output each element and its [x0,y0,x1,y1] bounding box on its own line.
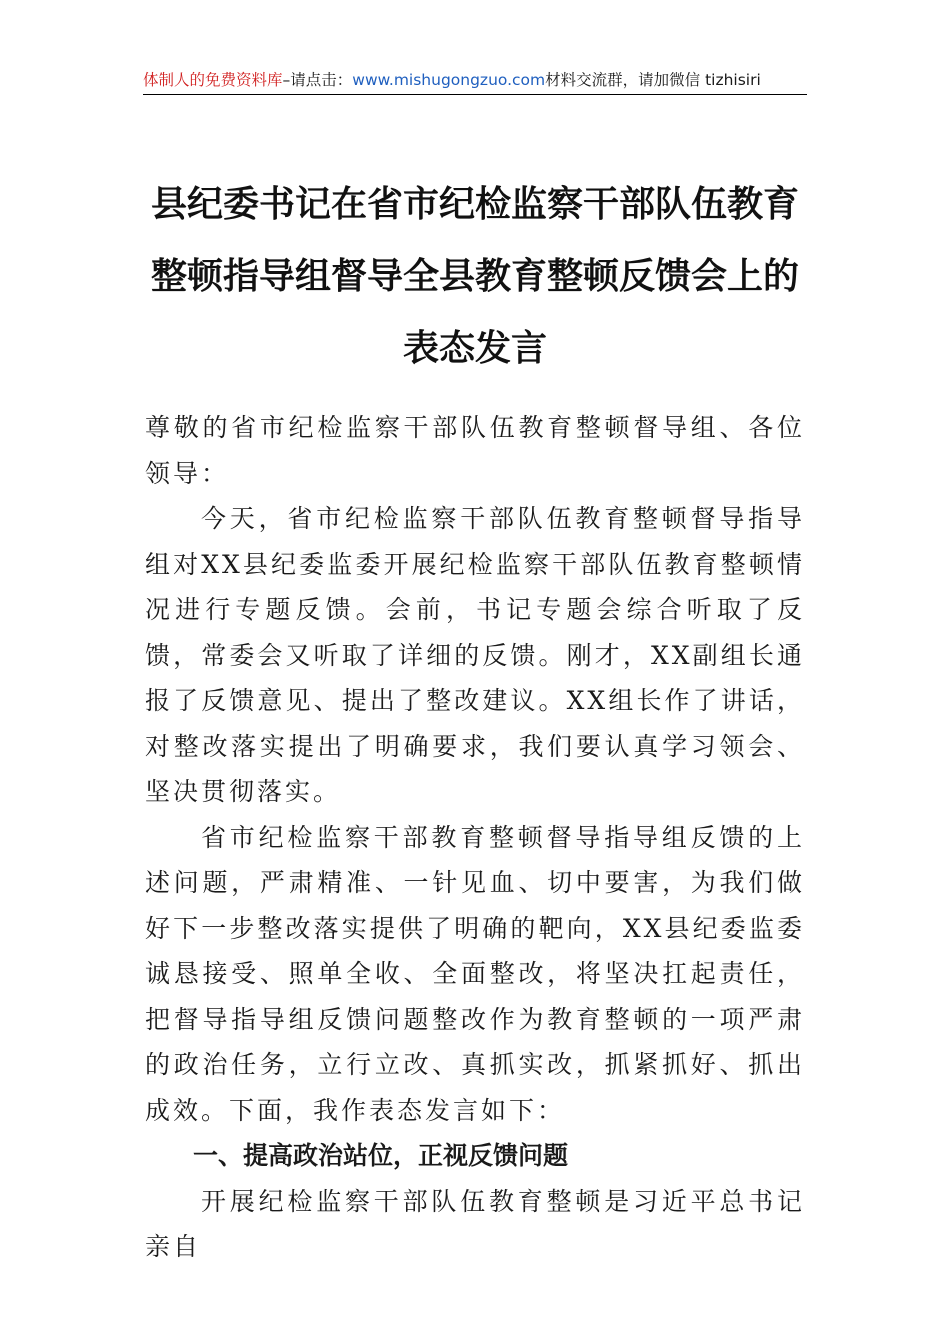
document-body [145,405,805,1270]
header-contact-text: 材料交流群，请加微信 tizhisiri [545,71,761,89]
paragraph: 今天，省市纪检监察干部队伍教育整顿督导指导组对XX县纪委监委开展纪检监察干部队伍教育整顿情况进行专题反馈。会前，书记专题会综合听取了反馈，常委会又听取了详细的反馈。刚才，XX副组长通报了反馈意见、提出了整改建议。XX组长作了讲话，对整改落实提出了明确要求，我们要认真学习领会、坚决贯彻落实。 [145,504,805,806]
header-divider [143,94,807,95]
page-header [143,68,807,92]
header-url-link[interactable]: www.mishugongzuo.com [352,71,546,89]
header-click-prompt: –请点击： [282,71,353,89]
salutation: 尊敬的省市纪检监察干部队伍教育整顿督导组、各位领导： [145,413,805,488]
document-title: 县纪委书记在省市纪检监察干部队伍教育整顿指导组督导全县教育整顿反馈会上的表态发言 [150,183,799,369]
paragraph: 开展纪检监察干部队伍教育整顿是习近平总书记亲自 [145,1186,805,1261]
header-site-name: 体制人的免费资料库 [143,71,283,89]
section-heading: 一、提高政治站位，正视反馈问题 [193,1141,569,1170]
paragraph: 省市纪检监察干部教育整顿督导指导组反馈的上述问题，严肃精准、一针见血、切中要害，为我们做好下一步整改落实提供了明确的靶向，XX县纪委监委诚恳接受、照单全收、全面整改，将坚决扛起责任，把督导指导组反馈问题整改作为教育整顿的一项严肃的政治任务，立行立改、真抓实改，抓紧抓好、抓出成效。下面，我作表态发言如下： [145,822,805,1125]
